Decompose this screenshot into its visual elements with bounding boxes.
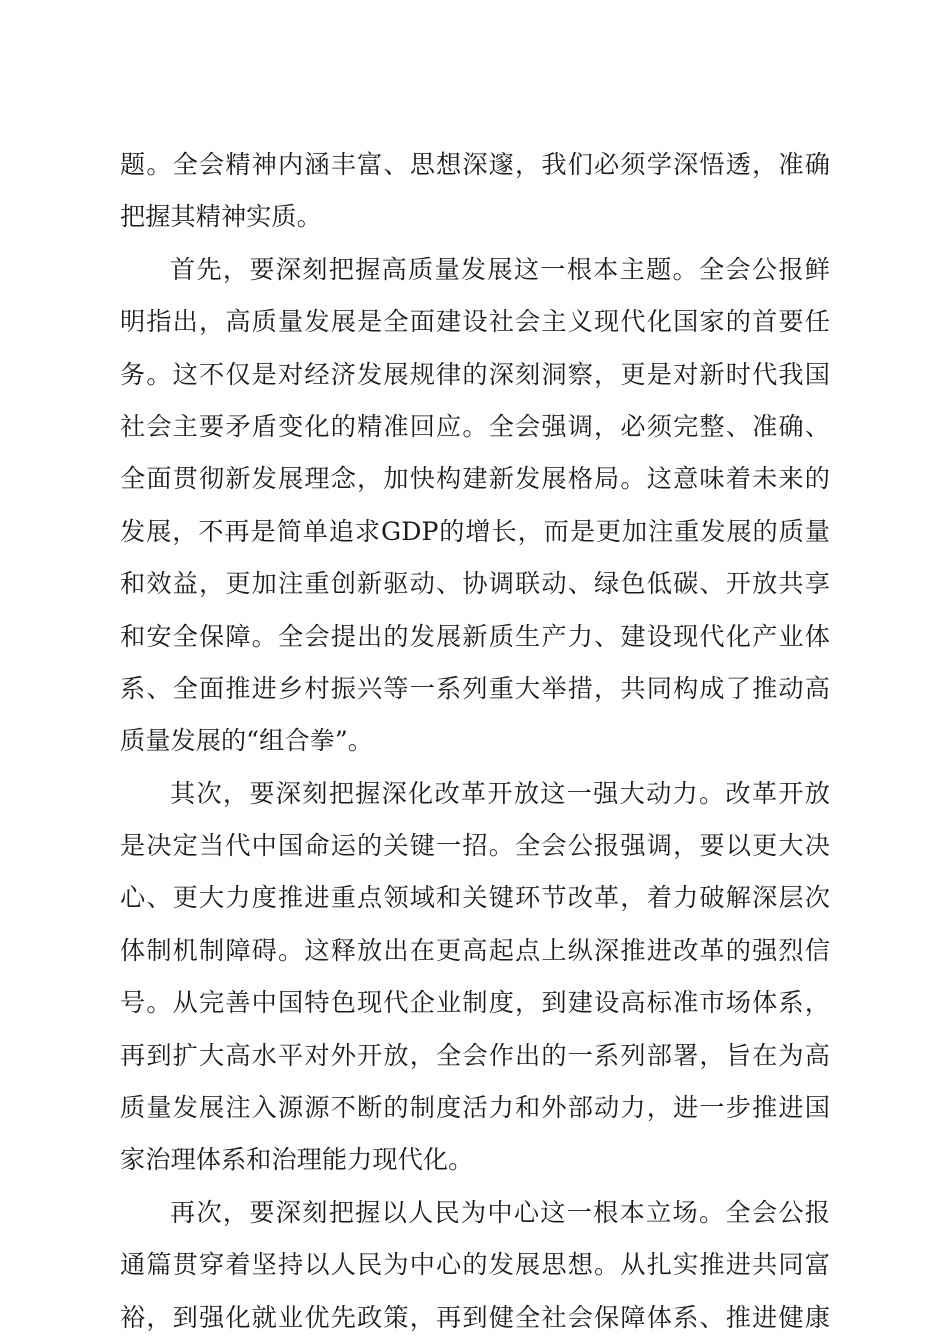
- text-line: 务。这不仅是对经济发展规律的深刻洞察，更是对新时代我国: [120, 359, 830, 389]
- text-line: 系、全面推进乡村振兴等一系列重大举措，共同构成了推动高: [120, 673, 830, 703]
- paragraph-first-line: 首先，要深刻把握高质量发展这一根本主题。全会公报鲜: [170, 254, 830, 284]
- text-line: 把握其精神实质。: [120, 202, 322, 232]
- text-line: 是决定当代中国命运的关键一招。全会公报强调，要以更大决: [120, 831, 830, 861]
- text-line: 体制机制障碍。这释放出在更高起点上纵深推进改革的强烈信: [120, 935, 830, 965]
- text-line: 和效益，更加注重创新驱动、协调联动、绿色低碳、开放共享: [120, 569, 830, 599]
- paragraph-first-line: 其次，要深刻把握深化改革开放这一强大动力。改革开放: [170, 778, 830, 808]
- paragraph-first-line: 再次，要深刻把握以人民为中心这一根本立场。全会公报: [170, 1197, 830, 1227]
- text-line: 质量发展注入源源不断的制度活力和外部动力，进一步推进国: [120, 1093, 830, 1123]
- text-line: 裕，到强化就业优先政策，再到健全社会保障体系、推进健康: [120, 1302, 830, 1332]
- text-line: 题。全会精神内涵丰富、思想深邃，我们必须学深悟透，准确: [120, 150, 830, 179]
- body-text: [120, 139, 830, 1344]
- text-line: 全面贯彻新发展理念，加快构建新发展格局。这意味着未来的: [120, 464, 830, 494]
- text-line: 社会主要矛盾变化的精准回应。全会强调，必须完整、准确、: [120, 411, 830, 441]
- text-line: 质量发展的“组合拳”。: [120, 726, 373, 756]
- text-line: 明指出，高质量发展是全面建设社会主义现代化国家的首要任: [120, 307, 830, 337]
- text-line: 心、更大力度推进重点领域和关键环节改革，着力破解深层次: [120, 883, 830, 913]
- text-line: 号。从完善中国特色现代企业制度，到建设高标准市场体系，: [120, 988, 830, 1018]
- text-line: 通篇贯穿着坚持以人民为中心的发展思想。从扎实推进共同富: [120, 1250, 830, 1280]
- text-line: 和安全保障。全会提出的发展新质生产力、建设现代化产业体: [120, 621, 830, 651]
- text-line: 发展，不再是简单追求GDP的增长，而是更加注重发展的质量: [120, 516, 830, 546]
- text-line: 家治理体系和治理能力现代化。: [120, 1145, 474, 1175]
- text-line: 再到扩大高水平对外开放，全会作出的一系列部署，旨在为高: [120, 1040, 830, 1070]
